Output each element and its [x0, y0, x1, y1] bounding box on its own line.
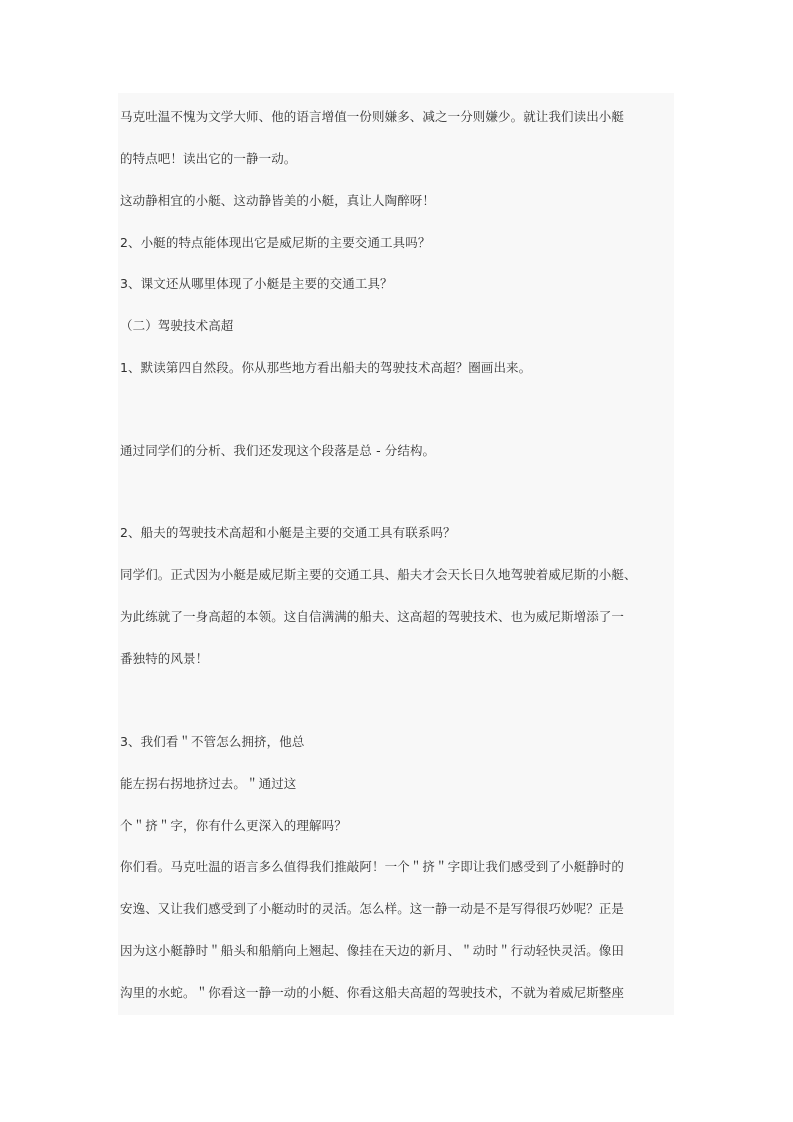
task-3-line-1: 3、我们看＂不管怎么拥挤，他总 — [120, 734, 305, 749]
question-2: 2、小艇的特点能体现出它是威尼斯的主要交通工具吗？ — [120, 235, 431, 250]
paragraph-line-1: 马克吐温不愧为文学大师、他的语言增值一份则嫌多、减之一分则嫌少。就让我们读出小艇 — [120, 109, 625, 124]
task-3-line-2: 能左拐右拐地挤过去。＂通过这 — [120, 776, 297, 791]
paragraph-structure-note: 通过同学们的分析、我们还发现这个段落是总 - 分结构。 — [120, 443, 436, 458]
section-heading: （二）驾驶技术高超 — [120, 318, 234, 333]
paragraph-line-16: 你们看。马克吐温的语言多么值得我们推敲阿！一个＂挤＂字即让我们感受到了小艇静时的 — [120, 859, 625, 874]
paragraph-line-11: 为此练就了一身高超的本领。这自信满满的船夫、这高超的驾驶技术、也为威尼斯增添了一 — [120, 609, 625, 624]
paragraph-line-19: 沟里的水蛇。＂你看这一静一动的小艇、你看这船夫高超的驾驶技术，不就为着威尼斯整座 — [120, 985, 625, 1000]
paragraph-line-2: 的特点吧！读出它的一静一动。 — [120, 151, 297, 166]
paragraph-line-18: 因为这小艇静时＂船头和船艄向上翘起、像挂在天边的新月、＂动时＂行动轻快灵活。像田 — [120, 943, 625, 958]
question-3: 3、课文还从哪里体现了小艇是主要的交通工具？ — [120, 276, 393, 291]
paragraph-line-12: 番独特的风景！ — [120, 651, 209, 666]
text-block-background — [118, 93, 674, 1015]
task-1: 1、默读第四自然段。你从那些地方看出船夫的驾驶技术高超？圈画出来。 — [120, 360, 532, 375]
paragraph-line-17: 安逸、又让我们感受到了小艇动时的灵活。怎么样。这一静一动是不是写得很巧妙呢？正是 — [120, 901, 625, 916]
paragraph-line-10: 同学们。正式因为小艇是威尼斯主要的交通工具、船夫才会天长日久地驾驶着威尼斯的小艇、 — [120, 567, 637, 582]
paragraph-line-3: 这动静相宜的小艇、这动静皆美的小艇，真让人陶醉呀！ — [120, 193, 436, 208]
task-2: 2、船夫的驾驶技术高超和小艇是主要的交通工具有联系吗？ — [120, 525, 456, 540]
task-3-line-3: 个＂挤＂字，你有什么更深入的理解吗？ — [120, 818, 347, 833]
